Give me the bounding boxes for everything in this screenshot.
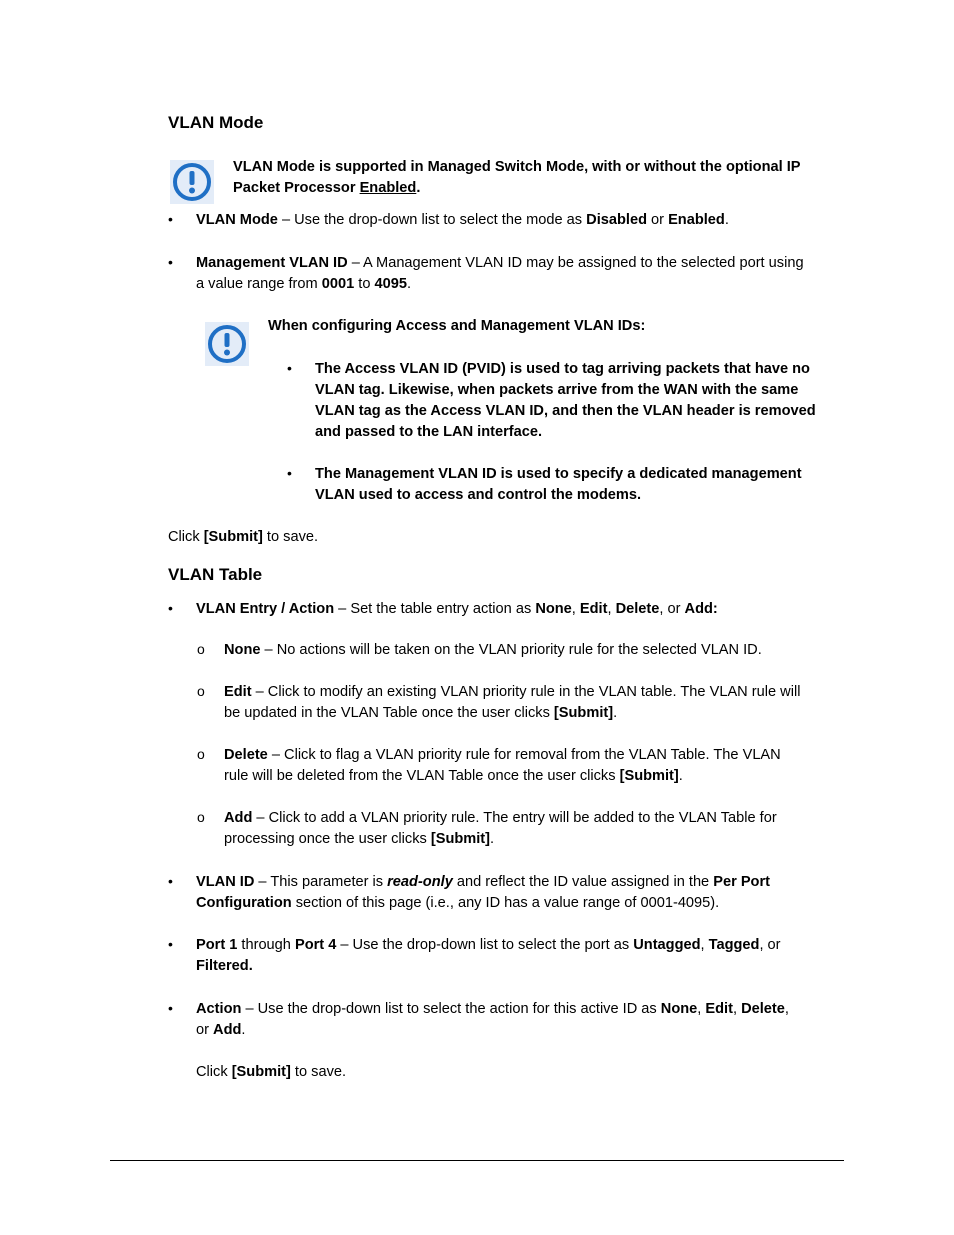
footer-divider	[110, 1160, 844, 1161]
list-item-port: Port 1 through Port 4 – Use the drop-down list to select the port as Untagged, Tagged, or Filtered.	[196, 937, 781, 974]
list-item-action: Action – Use the drop-down list to select the action for this active ID as None, Edit, Delete, or Add.	[196, 1001, 789, 1038]
section-heading-vlan-mode: VLAN Mode	[168, 113, 264, 132]
note-list-item-access-vlan: The Access VLAN ID (PVID) is used to tag arriving packets that have no VLAN tag. Likewise, when packets arrive from the WAN with the same VLAN tag as the Access VLAN ID, and then the VLAN header is removed and passed to the LAN interface.	[315, 361, 816, 440]
bullet: •	[168, 873, 173, 889]
sub-item-delete: Delete – Click to flag a VLAN priority rule for removal from the VLAN Table. The VLAN rule will be deleted from the VLAN Table once the user clicks [Submit].	[224, 747, 781, 784]
list-item-vlan-entry-action: VLAN Entry / Action – Set the table entry action as None, Edit, Delete, or Add:	[196, 601, 718, 617]
note-list-item-management-vlan: The Management VLAN ID is used to specify a dedicated management VLAN used to access and control the modems.	[315, 466, 802, 503]
info-exclamation-icon	[170, 160, 214, 204]
click-submit-text: Click [Submit] to save.	[196, 1064, 347, 1080]
bullet: •	[287, 465, 292, 481]
sub-bullet: o	[197, 683, 205, 699]
list-item-management-vlan-id: Management VLAN ID – A Management VLAN ID may be assigned to the selected port using a value range from 0001 to 4095.	[196, 255, 804, 292]
click-submit-text: Click [Submit] to save.	[168, 529, 319, 545]
bullet: •	[168, 600, 173, 616]
sub-item-none: None – No actions will be taken on the VLAN priority rule for the selected VLAN ID.	[224, 642, 762, 658]
info-exclamation-icon	[205, 322, 249, 366]
sub-bullet: o	[197, 641, 205, 657]
bullet: •	[168, 936, 173, 952]
sub-item-edit: Edit – Click to modify an existing VLAN priority rule in the VLAN table. The VLAN rule will be updated in the VLAN Table once the user clicks [Submit].	[224, 684, 801, 721]
sub-item-add: Add – Click to add a VLAN priority rule. The entry will be added to the VLAN Table for processing once the user clicks [Submit].	[224, 810, 777, 847]
bullet: •	[168, 211, 173, 227]
list-item-vlan-mode: VLAN Mode – Use the drop-down list to select the mode as Disabled or Enabled.	[196, 212, 729, 228]
sub-bullet: o	[197, 809, 205, 825]
note-text: VLAN Mode is supported in Managed Switch Mode, with or without the optional IP Packet Processor Enabled.	[233, 159, 801, 196]
section-heading-vlan-table: VLAN Table	[168, 565, 263, 584]
sub-bullet: o	[197, 746, 205, 762]
bullet: •	[287, 360, 292, 376]
bullet: •	[168, 254, 173, 270]
list-item-vlan-id: VLAN ID – This parameter is read-only and reflect the ID value assigned in the Per Port Configuration section of this page (i.e., any ID has a value range of 0001-4095).	[196, 874, 771, 911]
bullet: •	[168, 1000, 173, 1016]
note-title: When configuring Access and Management VLAN IDs:	[268, 318, 646, 334]
